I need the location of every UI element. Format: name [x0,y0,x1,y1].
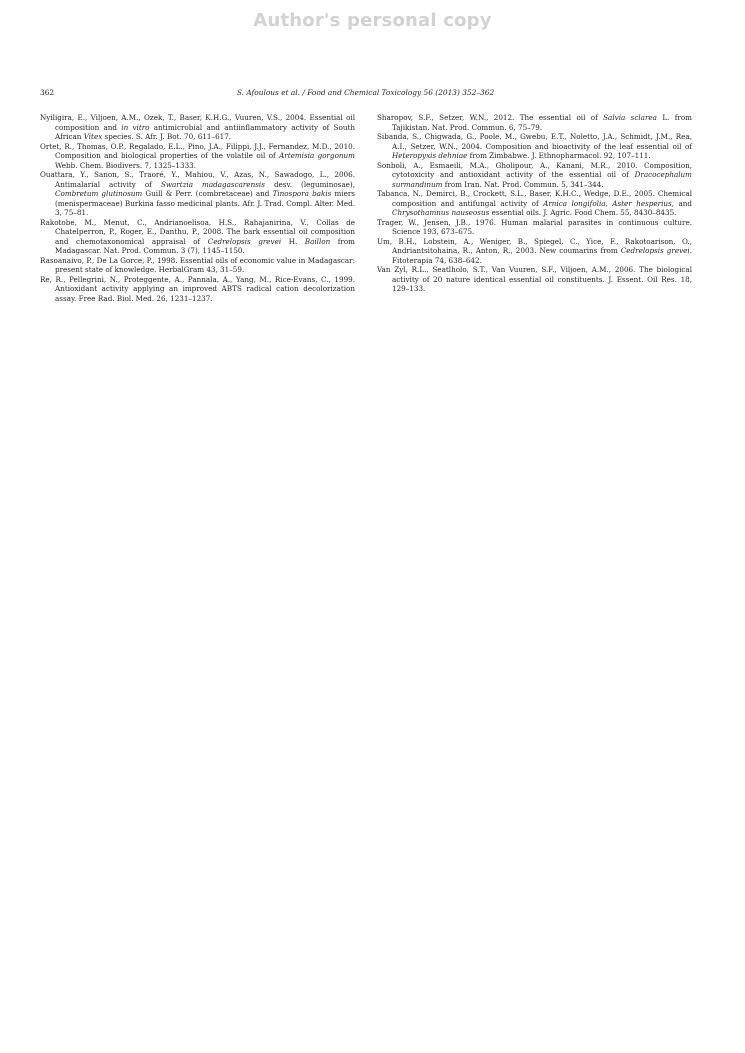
reference-entry: Rakotobe, M., Menut, C., Andrianoelisoa, H.S., Rahajanirina, V., Collas de Chatelperron, P., Roger, E., Danthu, P., 2008. The bark essential oil composition and chemotaxonomical appraisal of Cedrelopsis grevei H. Baillon from Madagascar. Nat. Prod. Commun. 3 (7), 1145–1150. [40,217,356,255]
page-number: 362 [40,88,55,97]
reference-entry: Trager, W., Jensen, J.B., 1976. Human malarial parasites in continuous culture. Science 193, 673–675. [377,217,692,236]
reference-entry: Rasoanaivo, P., De La Gorce, P., 1998. Essential oils of economic value in Madagascar: present state of knowledge. HerbalGram 43, 31–59. [40,255,355,274]
watermark: Author's personal copy [253,10,492,31]
reference-entry: Sibanda, S., Chigwada, G., Poole, M., Gwebu, E.T., Noletto, J.A., Schmidt, J.M., Rea, A.I., Setzer, W.N., 2004. Composition and bioactivity of the leaf essential oil of Heteropyxis dehniae from Zimbabwe. J. Ethnopharmacol. 92, 107–111. [377,132,692,160]
reference-entry: Um, B.H., Lobstein, A., Weniger, B., Spiegel, C., Yice, F., Rakotoarison, O., Andriantsitohaina, R., Anton, R., 2003. New coumarins from Cedrelopsis grevei. Fitoterapia 74, 638–642. [377,236,693,265]
reference-entry: Ouattara, Y., Sanon, S., Traoré, Y., Mahiou, V., Azas, N., Sawadogo, L., 2006. Antimalarial activity of Swartzia madagascarensis desv. (leguminosae), Combretum glutinosum Guill & Perr. (combretaceae) and Tinospora bakis miers (menispermaceae) Burkina fasso medicinal plants. Afr. J. Trad. Compl. Alter. Med. 3, 75–81. [40,170,355,217]
reference-entry: Tabanca, N., Demirci, B., Crockett, S.L., Baser, K.H.C., Wedge, D.E., 2005. Chemical composition and antifungal activity of Arnica longifolia, Aster hesperius, and Chrysothamnus nauseosus essential oils. J. Agric. Food Chem. 55, 8430–8435. [377,189,692,217]
reference-entry: Re, R., Pellegrini, N., Proteggente, A., Pannala, A., Yang, M., Rice-Evans, C., 1999. Antioxidant activity applying an improved ABTS radical cation decolorization assay. Free Rad. Biol. Med. 26, 1231–1237. [40,274,355,303]
references-right-column [377,113,692,294]
reference-entry: Van Zyl, R.L., Seatlholo, S.T., Van Vuuren, S.F., Viljoen, A.M., 2006. The biological activity of 20 nature identical essential oil constituents. J. Essent. Oil Res. 18, 129–133. [377,265,692,293]
reference-entry: Ortet, R., Thomas, O.P., Regalado, E.L., Pino, J.A., Filippi, J.J., Fernandez, M.D., 2010. Composition and biological properties of the volatile oil of Artemisia gorgonum Webb. Chem. Biodivers. 7, 1325–1333. [40,141,355,170]
reference-entry: Sharopov, S.F., Setzer, W.N., 2012. The essential oil of Salvia sclarea L. from Tajikistan. Nat. Prod. Commun. 6, 75–79. [377,113,692,132]
running-head [40,88,691,98]
reference-entry: Nyiligira, E., Viljoen, A.M., Ozek, T., Baser, K.H.G., Vuuren, V.S., 2004. Essential oil composition and in vitro antimicrobial and antiinflammatory activity of South African Vitex species. S. Afr. J. Bot. 70, 611–617. [40,113,355,141]
journal-citation: S. Afoulous et al. / Food and Chemical Toxicology 56 (2013) 352–362 [236,88,495,97]
references-left-column [40,113,355,303]
reference-entry: Sonboli, A., Esmaeili, M.A., Gholipour, A., Kanani, M.R., 2010. Composition, cytotoxicity and antioxidant activity of the essential oil of Dracocephalum surmandinum from Iran. Nat. Prod. Commun. 5, 341–344. [377,160,692,189]
